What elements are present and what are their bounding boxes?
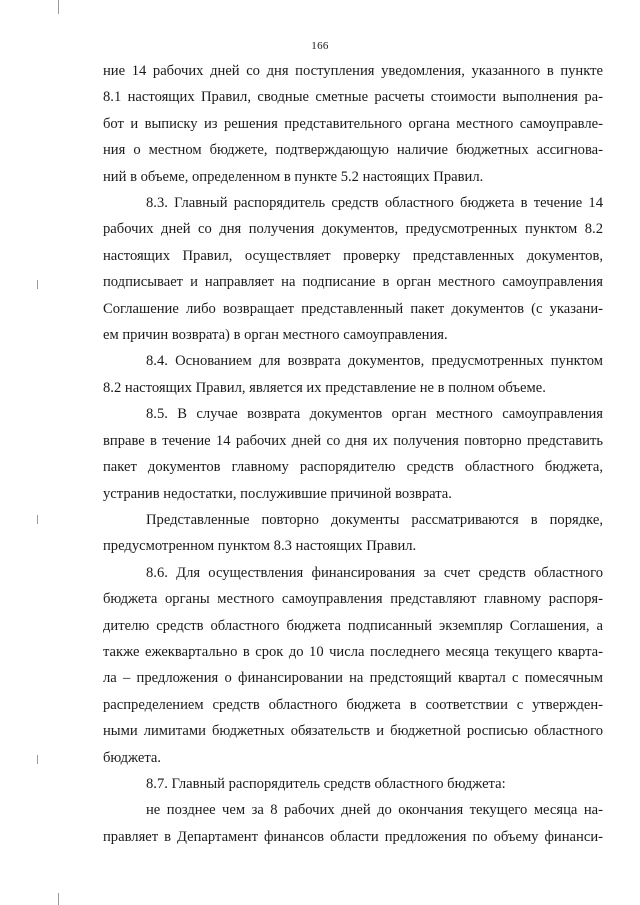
text-line: Представленные повторно документы рассматриваются в порядке, [146, 511, 603, 528]
text-line: ными лимитами бюджетных обязательств и бюджетной росписью областного [103, 723, 603, 740]
text-line: 8.1 настоящих Правил, сводные сметные расчеты стоимости выполнения ра- [103, 89, 603, 106]
scan-mark-left-2 [37, 515, 38, 524]
scan-mark-left-3 [37, 755, 38, 764]
scan-mark-left-1 [37, 280, 38, 289]
text-line: Соглашение либо возвращает представленный пакет документов (с указани- [103, 300, 603, 317]
text-line: 8.7. Главный распорядитель средств областного бюджета: [146, 775, 506, 792]
text-line: ний в объеме, определенном в пункте 5.2 настоящих Правил. [103, 168, 484, 185]
text-line: дителю средств областного бюджета подписанный экземпляр Соглашения, а [103, 617, 603, 634]
scan-mark-bottom [58, 893, 59, 905]
text-line: ем причин возврата) в орган местного самоуправления. [103, 327, 448, 344]
text-line: устранив недостатки, послужившие причиной возврата. [103, 485, 452, 502]
text-line: рабочих дней со дня получения документов, предусмотренных пунктом 8.2 [103, 221, 603, 238]
text-line: ние 14 рабочих дней со дня поступления уведомления, указанного в пункте [103, 63, 603, 79]
text-line: 8.6. Для осуществления финансирования за счет средств областного [146, 564, 603, 581]
text-line: предусмотренном пунктом 8.3 настоящих Правил. [103, 538, 417, 555]
text-line: вправе в течение 14 рабочих дней со дня их получения повторно представить [103, 432, 603, 449]
text-line: бюджета. [103, 749, 162, 766]
text-line: пакет документов главному распорядителю средств областного бюджета, [103, 459, 603, 476]
text-line: 8.4. Основанием для возврата документов, предусмотренных пунктом [146, 353, 603, 370]
text-line: настоящих Правил, осуществляет проверку представленных документов, [103, 247, 603, 264]
text-line: также ежеквартально в срок до 10 числа последнего месяца текущего кварта- [103, 643, 603, 660]
text-line: 8.5. В случае возврата документов орган местного самоуправления [146, 406, 603, 423]
scan-mark-top [58, 0, 59, 14]
text-line: правляет в Департамент финансов области предложения по объему финанси- [103, 828, 603, 845]
body-text [103, 58, 603, 850]
text-line: подписывает и направляет на подписание в орган местного самоуправления [103, 274, 603, 291]
text-line: бот и выписку из решения представительного органа местного самоуправле- [103, 115, 603, 132]
text-line: бюджета органы местного самоуправления представляют главному распоря- [103, 591, 603, 608]
text-line: распределением средств областного бюджета в соответствии с утвержден- [103, 696, 603, 713]
text-line: 8.2 настоящих Правил, является их представление не в полном объеме. [103, 379, 546, 396]
text-line: ла – предложения о финансировании на предстоящий квартал с помесячным [103, 670, 603, 687]
text-line: ния о местном бюджете, подтверждающую наличие бюджетных ассигнова- [103, 142, 603, 159]
text-line: 8.3. Главный распорядитель средств областного бюджета в течение 14 [146, 195, 603, 212]
page-number: 166 [311, 40, 329, 52]
text-line: не позднее чем за 8 рабочих дней до окончания текущего месяца на- [146, 802, 603, 819]
